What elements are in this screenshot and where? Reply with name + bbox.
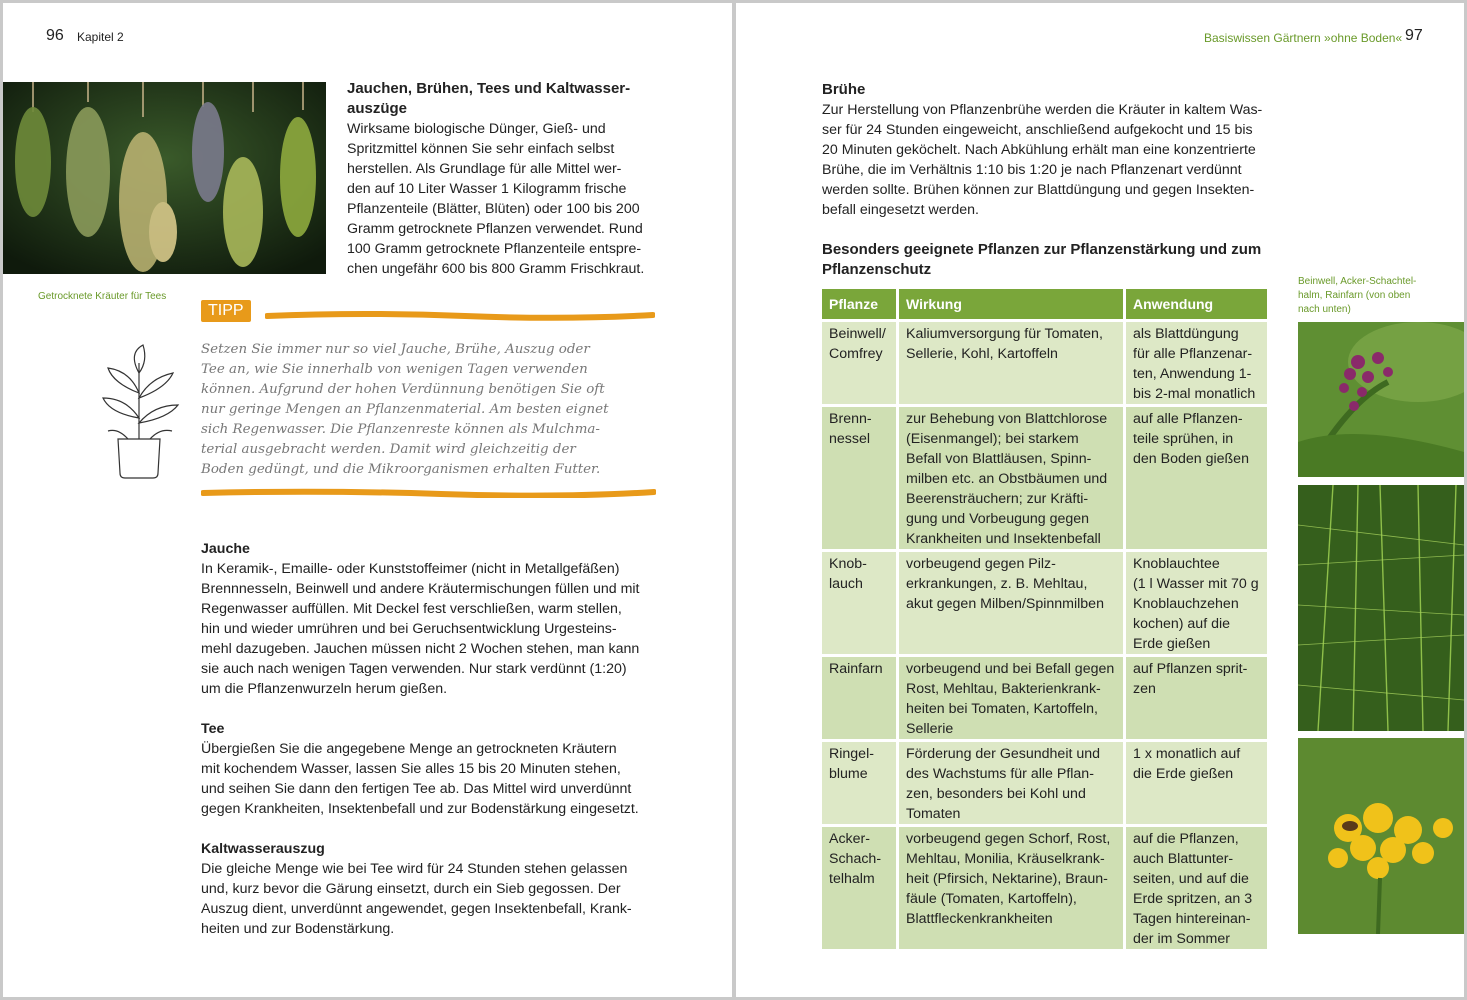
cell-wirkung [899, 407, 1123, 549]
tipp-line: terial ausgebracht werden. Damit wird gleichzeitig der [201, 442, 576, 457]
cell-line: fäule (Tomaten, Kartoffeln), [906, 891, 1077, 907]
cell-line: Kaliumversorgung für Tomaten, [906, 326, 1103, 342]
section-title: Tee [201, 721, 225, 737]
cell-anwendung [1126, 407, 1267, 549]
section-body [201, 859, 661, 939]
plants-table [819, 286, 1270, 952]
method-section [201, 719, 661, 819]
section-line: Regenwasser auffüllen. Mit Deckel fest verschließen, warm stellen, [201, 601, 622, 617]
cell-line: Tomaten [906, 806, 961, 822]
cell-line: seiten, und auf die [1133, 871, 1249, 887]
cell-line: 1 x monatlich auf [1133, 746, 1241, 762]
cell-line: Acker- [829, 831, 870, 847]
cell-line: vorbeugend gegen Pilz- [906, 556, 1056, 572]
cell-line: zen, besonders bei Kohl und [906, 786, 1086, 802]
section-line: In Keramik-, Emaille- oder Kunststoffeimer (nicht in Metallgefäßen) [201, 561, 620, 577]
table-row [822, 742, 1267, 824]
intro-line: Gramm getrocknete Pflanzen verwendet. Rund [347, 221, 643, 237]
cell-anwendung [1126, 742, 1267, 824]
bruehe-line: werden sollte. Brühen können zur Blattdüngung und gegen Insekten- [822, 182, 1255, 198]
cell-pflanze [822, 742, 896, 824]
cell-line: Ringel- [829, 746, 874, 762]
cell-line: Förderung der Gesundheit und [906, 746, 1101, 762]
cell-wirkung [899, 827, 1123, 949]
cell-line: Sellerie, Kohl, Kartoffeln [906, 346, 1058, 362]
cell-line: lauch [829, 576, 863, 592]
section-line: Auszug dient, unverdünnt angewendet, gegen Insektenbefall, Krank- [201, 901, 632, 917]
running-head: Basiswissen Gärtnern »ohne Boden« [1204, 31, 1403, 45]
cell-line: Rainfarn [829, 661, 883, 677]
cell-line: die Erde gießen [1133, 766, 1234, 782]
section-body [201, 559, 661, 699]
cell-line: gung und Vorbeugung gegen [906, 511, 1090, 527]
cell-line: Erde spritzen, an 3 [1133, 891, 1253, 907]
page-number-right: 97 [1405, 27, 1423, 44]
tipp-line: können. Aufgrund der hohen Verdünnung benötigen Sie oft [201, 382, 605, 397]
intro-line: den auf 10 Liter Wasser 1 Kilogramm frische [347, 181, 627, 197]
cell-line: Brenn- [829, 411, 872, 427]
bruehe-line: befall eingesetzt werden. [822, 202, 979, 218]
intro-line: herstellen. Als Grundlage für alle Mittel wer- [347, 161, 622, 177]
cell-line: den Boden gießen [1133, 451, 1249, 467]
potted-plant-icon [98, 343, 183, 483]
tipp-text [201, 340, 641, 480]
cell-wirkung [899, 552, 1123, 654]
method-section [201, 539, 661, 699]
cell-pflanze [822, 657, 896, 739]
cell-pflanze [822, 552, 896, 654]
chapter-label: Kapitel 2 [77, 30, 124, 44]
section-line: gegen Krankheiten, Insektenbefall und zur Bodenstärkung eingesetzt. [201, 801, 639, 817]
tipp-brush-top [265, 311, 655, 321]
section-body [201, 739, 661, 819]
cell-line: zen [1133, 681, 1156, 697]
left-page [3, 3, 732, 997]
cell-wirkung [899, 742, 1123, 824]
tansy-photo [1298, 738, 1464, 934]
page-number-left: 96 [46, 27, 64, 44]
section-line: hin und wieder umrühren und bei Geruchsentwicklung Urgesteins- [201, 621, 617, 637]
cell-line: Schach- [829, 851, 882, 867]
section-line: Die gleiche Menge wie bei Tee wird für 24 Stunden stehen gelassen [201, 861, 628, 877]
intro-block [347, 79, 667, 279]
section-line: sie auch nach wenigen Tagen verwenden. Nur stark verdünnt (1:20) [201, 661, 627, 677]
table-title-line: Besonders geeignete Pflanzen zur Pflanzenstärkung und zum [822, 241, 1262, 258]
cell-line: bis 2-mal monatlich [1133, 386, 1256, 402]
section-title: Jauche [201, 541, 250, 557]
section-line: heiten und zur Bodenstärkung. [201, 921, 395, 937]
table-row [822, 552, 1267, 654]
cell-line: Sellerie [906, 721, 954, 737]
cell-line: milben etc. an Obstbäumen und [906, 471, 1108, 487]
cell-line: Tagen hintereinan- [1133, 911, 1251, 927]
section-line: Übergießen Sie die angegebene Menge an getrockneten Kräutern [201, 741, 617, 757]
cell-line: Knoblauchtee [1133, 556, 1220, 572]
cell-wirkung [899, 657, 1123, 739]
section-title: Kaltwasserauszug [201, 841, 325, 857]
method-sections [201, 539, 661, 959]
bruehe-line: 20 Minuten geköchelt. Nach Abkühlung erhält man eine konzentrierte [822, 142, 1256, 158]
intro-paragraph [347, 119, 667, 279]
caption-line: nach unten) [1298, 304, 1351, 315]
cell-line: akut gegen Milben/Spinnmilben [906, 596, 1104, 612]
cell-line: Knoblauchzehen [1133, 596, 1239, 612]
cell-line: teile sprühen, in [1133, 431, 1234, 447]
header-anwendung: Anwendung [1126, 289, 1267, 319]
tipp-line: sich Regenwasser. Die Pflanzenreste können als Mulchma- [201, 422, 600, 437]
cell-pflanze [822, 407, 896, 549]
cell-line: Befall von Blattläusen, Spinn- [906, 451, 1092, 467]
horsetail-photo [1298, 485, 1464, 731]
cell-line: Comfrey [829, 346, 883, 362]
bruehe-title: Brühe [822, 81, 866, 98]
section-line: mit kochendem Wasser, lassen Sie alles 15 bis 20 Minuten stehen, [201, 761, 621, 777]
tipp-brush-bottom [201, 488, 656, 498]
section-line: und, kurz bevor die Gärung einsetzt, durch ein Sieb gegossen. Der [201, 881, 621, 897]
intro-line: chen ungefähr 600 bis 800 Gramm Frischkraut. [347, 261, 645, 277]
header-wirkung: Wirkung [899, 289, 1123, 319]
dried-herbs-photo [3, 82, 326, 274]
cell-line: vorbeugend gegen Schorf, Rost, [906, 831, 1111, 847]
section-line: um die Pflanzenwurzeln herum gießen. [201, 681, 448, 697]
table-title-line: Pflanzenschutz [822, 261, 932, 278]
cell-pflanze [822, 322, 896, 404]
section-line: und seihen Sie dann den fertigen Tee ab. Das Mittel wird unverdünnt [201, 781, 632, 797]
tipp-line: Boden gedüngt, und die Mikroorganismen erhalten Futter. [201, 462, 601, 477]
cell-line: Mehltau, Monilia, Kräuselkrank- [906, 851, 1105, 867]
bruehe-paragraph [822, 100, 1282, 220]
article-heading: Jauchen, Brühen, Tees und Kaltwasser-auszüge [347, 80, 631, 117]
header-pflanze: Pflanze [822, 289, 896, 319]
cell-line: auf Pflanzen sprit- [1133, 661, 1248, 677]
cell-line: der im Sommer [1133, 931, 1230, 947]
table-row [822, 657, 1267, 739]
method-section [201, 839, 661, 939]
cell-line: des Wachstums für alle Pflan- [906, 766, 1094, 782]
cell-anwendung [1126, 657, 1267, 739]
cell-line: Rost, Mehltau, Bakterienkrank- [906, 681, 1101, 697]
cell-anwendung [1126, 552, 1267, 654]
cell-line: auf die Pflanzen, [1133, 831, 1239, 847]
cell-line: für alle Pflanzenar- [1133, 346, 1253, 362]
cell-anwendung [1126, 322, 1267, 404]
intro-line: Spritzmittel können Sie sehr einfach selbst [347, 141, 615, 157]
intro-line: Wirksame biologische Dünger, Gieß- und [347, 121, 606, 137]
cell-line: auf alle Pflanzen- [1133, 411, 1243, 427]
table-row [822, 827, 1267, 949]
cell-line: Krankheiten und Insektenbefall [906, 531, 1101, 547]
caption-line: halm, Rainfarn (von oben [1298, 290, 1411, 301]
cell-line: telhalm [829, 871, 875, 887]
cell-line: Knob- [829, 556, 867, 572]
comfrey-photo [1298, 322, 1464, 477]
cell-line: blume [829, 766, 868, 782]
cell-line: vorbeugend und bei Befall gegen [906, 661, 1115, 677]
tipp-line: Setzen Sie immer nur so viel Jauche, Brühe, Auszug oder [201, 342, 590, 357]
cell-line: Blattfleckenkrankheiten [906, 911, 1053, 927]
cell-wirkung [899, 322, 1123, 404]
photo-caption-right [1298, 275, 1438, 317]
right-page [736, 3, 1464, 997]
cell-anwendung [1126, 827, 1267, 949]
section-line: Brennnesseln, Beinwell und andere Kräutermischungen füllen und mit [201, 581, 640, 597]
cell-line: Beerensträuchern; zur Kräfti- [906, 491, 1089, 507]
intro-line: Pflanzenteile (Blätter, Blüten) oder 100 bis 200 [347, 201, 640, 217]
tipp-label: TIPP [201, 300, 251, 322]
cell-line: ten, Anwendung 1- [1133, 366, 1252, 382]
cell-line: als Blattdüngung [1133, 326, 1239, 342]
cell-line: Erde gießen [1133, 636, 1211, 652]
cell-line: heiten bei Tomaten, Kartoffeln, [906, 701, 1098, 717]
tipp-line: nur geringe Mengen an Pflanzenmaterial. Am besten eignet [201, 402, 609, 417]
bruehe-line: Brühe, die im Verhältnis 1:10 bis 1:20 je nach Pflanzenart verdünnt [822, 162, 1242, 178]
bruehe-line: ser für 24 Stunden eingeweicht, anschließend aufgekocht und 15 bis [822, 122, 1253, 138]
table-title [822, 240, 1282, 280]
table-row [822, 322, 1267, 404]
caption-line: Beinwell, Acker-Schachtel- [1298, 276, 1417, 287]
intro-line: 100 Gramm getrocknete Pflanzenteile entspre- [347, 241, 642, 257]
cell-line: Beinwell/ [829, 326, 886, 342]
cell-line: heit (Pfirsich, Nektarine), Braun- [906, 871, 1108, 887]
cell-line: nessel [829, 431, 871, 447]
table-header-row [822, 289, 1267, 319]
bruehe-block [822, 80, 1282, 220]
tipp-line: Tee an, wie Sie innerhalb von wenigen Tagen verwenden [201, 362, 588, 377]
cell-pflanze [822, 827, 896, 949]
cell-line: (Eisenmangel); bei starkem [906, 431, 1079, 447]
cell-line: (1 l Wasser mit 70 g [1133, 576, 1259, 592]
photo-caption: Getrocknete Kräuter für Tees [38, 291, 167, 302]
cell-line: auch Blattunter- [1133, 851, 1234, 867]
section-line: mehl dazugeben. Jauchen müssen nicht 2 Wochen stehen, man kann [201, 641, 640, 657]
bruehe-line: Zur Herstellung von Pflanzenbrühe werden die Kräuter in kaltem Was- [822, 102, 1263, 118]
cell-line: zur Behebung von Blattchlorose [906, 411, 1108, 427]
table-row [822, 407, 1267, 549]
cell-line: kochen) auf die [1133, 616, 1231, 632]
cell-line: erkrankungen, z. B. Mehltau, [906, 576, 1088, 592]
